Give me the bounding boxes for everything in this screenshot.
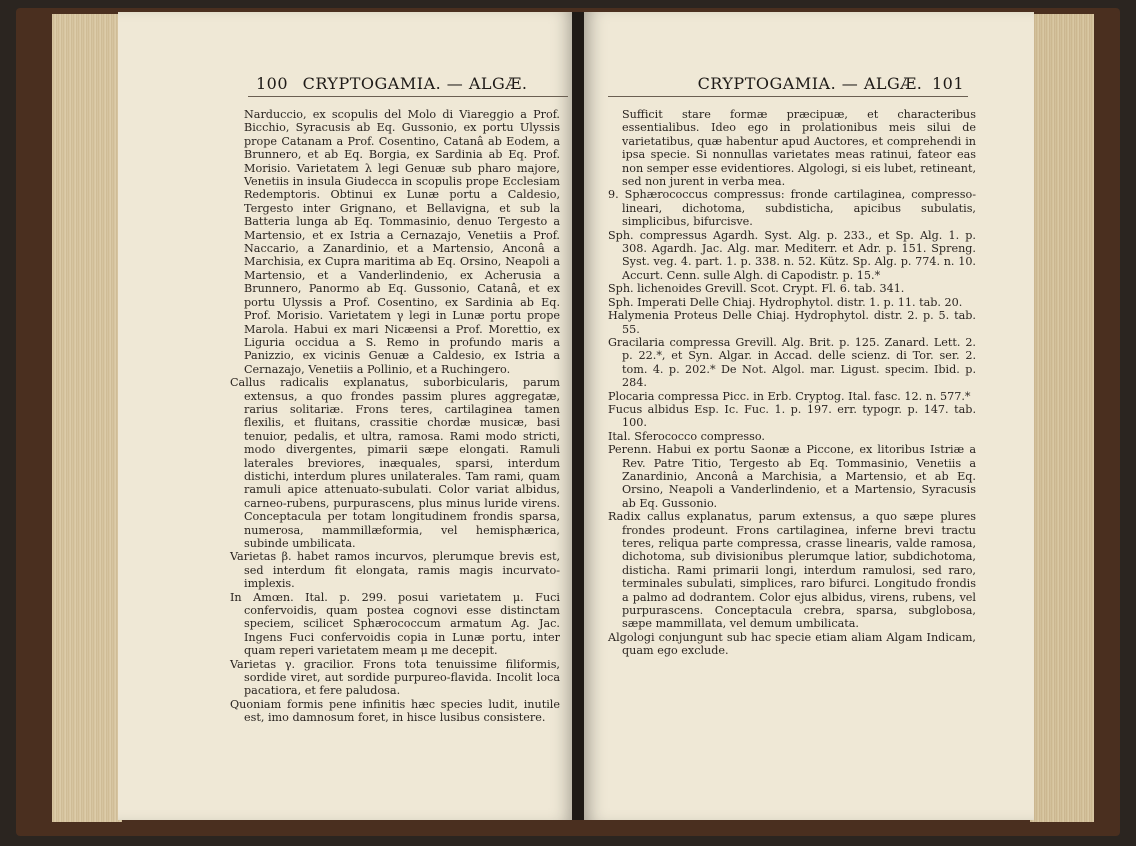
paragraph: Varietas β. habet ramos incurvos, plerumque brevis est, sed interdum fit elongata, ramis magis incurvato-implexis.: [230, 550, 560, 591]
synonym-entry: Fucus albidus Esp. Ic. Fuc. 1. p. 197. err. typogr. p. 147. tab. 100.: [608, 402, 976, 430]
right-head-rule: [608, 96, 968, 97]
paragraph: Quoniam formis pene infinitis hæc species ludit, inutile est, imo damnosum foret, in hisce lusibus consistere.: [230, 697, 560, 725]
paragraph: Radix callus explanatus, parum extensus, a quo sæpe plures frondes prodeunt. Frons cartilaginea, inferne brevi tractu teres, reliqua parte compressa, crasse linearis, valde ramosa, dichotoma, sub divisionibus plerumque latior, subdichotoma, disticha. Rami primarii longi, interdum ramulosi, sed raro, terminales subulati, simplices, raro bifurci. Longitudo frondis a palmo ad dodrantem. Color ejus albidus, virens, rubens, vel purpurascens. Conceptacula crebra, sparsa, subglobosa, sæpe mammillata, vel demum umbilicata.: [608, 510, 976, 631]
synonym-entry: Halymenia Proteus Delle Chiaj. Hydrophytol. distr. 2. p. 5. tab. 55.: [608, 309, 976, 336]
right-page: [584, 12, 1034, 820]
left-head-rule: [248, 96, 568, 97]
right-running-head: [664, 74, 964, 93]
synonym-entry: Sph. Imperati Delle Chiaj. Hydrophytol. distr. 1. p. 11. tab. 20.: [608, 295, 963, 309]
paragraph: Perenn. Habui ex portu Saonæ a Piccone, ex litoribus Istriæ a Rev. Patre Titio, Tergesto ab Eq. Tommasinio, Venetiis a Zanardinio, Anconâ a Marchisia, a Martensio, et ab Eq. Orsino, Neapoli a Vanderlindenio, et a Martensio, Syracusis ab Eq. Gussonio.: [608, 443, 976, 510]
left-running-title: CRYPTOGAMIA. — ALGÆ.: [302, 74, 528, 93]
paragraph: Callus radicalis explanatus, suborbicularis, parum extensus, a quo frondes passim plures aggregatæ, rarius solitariæ. Frons teres, cartilaginea tamen flexilis, et fluitans, crassitie chordæ musicæ, basi tenuior, pedalis, et ultra, ramosa. Rami modo stricti, modo divergentes, pimarii sæpe elongati. Ramuli laterales breviores, inæquales, sparsi, interdum distichi, interdum plures unilaterales. Tam rami, quam ramuli apice attenuato-subulati. Color variat albidus, carneo-rubens, purpurascens, plus minus luride virens. Conceptacula per totam longitudinem frondis sparsa, numerosa, mammillæformia, vel hemisphærica, subinde umbilicata.: [230, 376, 560, 550]
right-running-title: CRYPTOGAMIA. — ALGÆ.: [697, 74, 923, 93]
left-page-number: 100: [256, 74, 289, 93]
synonym-entry: Gracilaria compressa Grevill. Alg. Brit. p. 125. Zanard. Lett. 2. p. 22.*, et Syn. Algar. in Accad. delle scienz. di Tor. ser. 2. tom. 4. p. 202.* De Not. Algol. mar. Ligust. specim. Ibid. p. 284.: [608, 335, 976, 390]
synonym-entry: Sph. compressus Agardh. Syst. Alg. p. 233., et Sp. Alg. 1. p. 308. Agardh. Jac. Alg. mar. Mediterr. et Adr. p. 151. Spreng. Syst. veg. 4. part. 1. p. 338. n. 52. Kütz. Sp. Alg. p. 774. n. 10. Accurt. Cenn. sulle Algh. di Capodistr. p. 15.*: [608, 228, 976, 282]
synonym-entry: Plocaria compressa Picc. in Erb. Cryptog. Ital. fasc. 12. n. 577.*: [608, 389, 971, 403]
synonym-entry: Sph. lichenoides Grevill. Scot. Crypt. Fl. 6. tab. 341.: [608, 282, 905, 296]
page-edges-right: [1030, 14, 1094, 822]
italian-name: Ital. Sferococco compresso.: [608, 429, 765, 443]
paragraph: Narduccio, ex scopulis del Molo di Viareggio a Prof. Bicchio, Syracusis ab Eq. Gussonio, ex portu Ulyssis prope Catanam a Prof. Cosentino, Catanâ ab Eodem, a Brunnero, et ab Eq. Borgia, ex Sardinia ab Eq. Prof. Morisio. Varietatem λ legi Genuæ sub pharo majore, Venetiis in insula Giudecca in scopulis prope Ecclesiam Redemptoris. Obtinui ex Lunæ portu a Caldesio, Tergesto inter Grignano, et Bellavigna, et sub la Batteria lunga ab Eq. Tommasinio, denuo Tergesto a Martensio, et ex Istria a Cernazajo, Venetiis a Prof. Naccario, a Zanardinio, et a Martensio, Anconâ a Marchisia, ex Cupra maritima ab Eq. Orsino, Neapoli a Martensio, et a Vanderlindenio, ex Acherusia a Brunnero, Panormo ab Eq. Gussonio, Catanâ, et ex portu Ulyssis a Prof. Cosentino, ex Sardinia ab Eq. Prof. Morisio. Varietatem γ legi in Lunæ portu prope Marola. Habui ex mari Nicæensi a Prof. Morettio, ex Liguria occidua a S. Remo in profundo maris a Panizzio, ex vicinis Genuæ a Caldesio, ex Istria a Cernazajo, Venetiis a Pollinio, et a Ruchingero.: [244, 108, 560, 376]
species-heading: 9. Sphærococcus compressus: fronde cartilaginea, compresso-lineari, dichotoma, subdisticha, apicibus subulatis, simplicibus, bifurcisve.: [608, 188, 976, 229]
paragraph: Varietas γ. gracilior. Frons tota tenuissime filiformis, sordide viret, aut sordide purpureo-flavida. Incolit loca pacatiora, et fere paludosa.: [230, 657, 560, 698]
paragraph: In Amœn. Ital. p. 299. posui varietatem μ. Fuci confervoidis, quam postea cognovi esse distinctam speciem, scilicet Sphærococcum armatum Ag. Jac. Ingens Fuci confervoidis copia in Lunæ portu, inter quam reperi varietatem meam μ me decepit.: [230, 590, 560, 658]
page-edges-left: [52, 14, 122, 822]
right-page-number: 101: [931, 74, 964, 93]
right-page-text: [608, 108, 976, 658]
left-page: [118, 12, 574, 820]
left-running-head: [256, 74, 566, 93]
left-page-text: [230, 108, 560, 725]
paragraph: Sufficit stare formæ præcipuæ, et characteribus essentialibus. Ideo ego in prolationibus meis silui de varietatibus, quæ habentur apud Auctores, et comprehendi in ipsa specie. Si nonnullas varietates meas ratinui, fateor eas non semper esse evidentiores. Algologi, si eis lubet, retineant, sed non jurent in verba mea.: [622, 108, 976, 189]
paragraph: Algologi conjungunt sub hac specie etiam aliam Algam Indicam, quam ego exclude.: [608, 630, 976, 658]
